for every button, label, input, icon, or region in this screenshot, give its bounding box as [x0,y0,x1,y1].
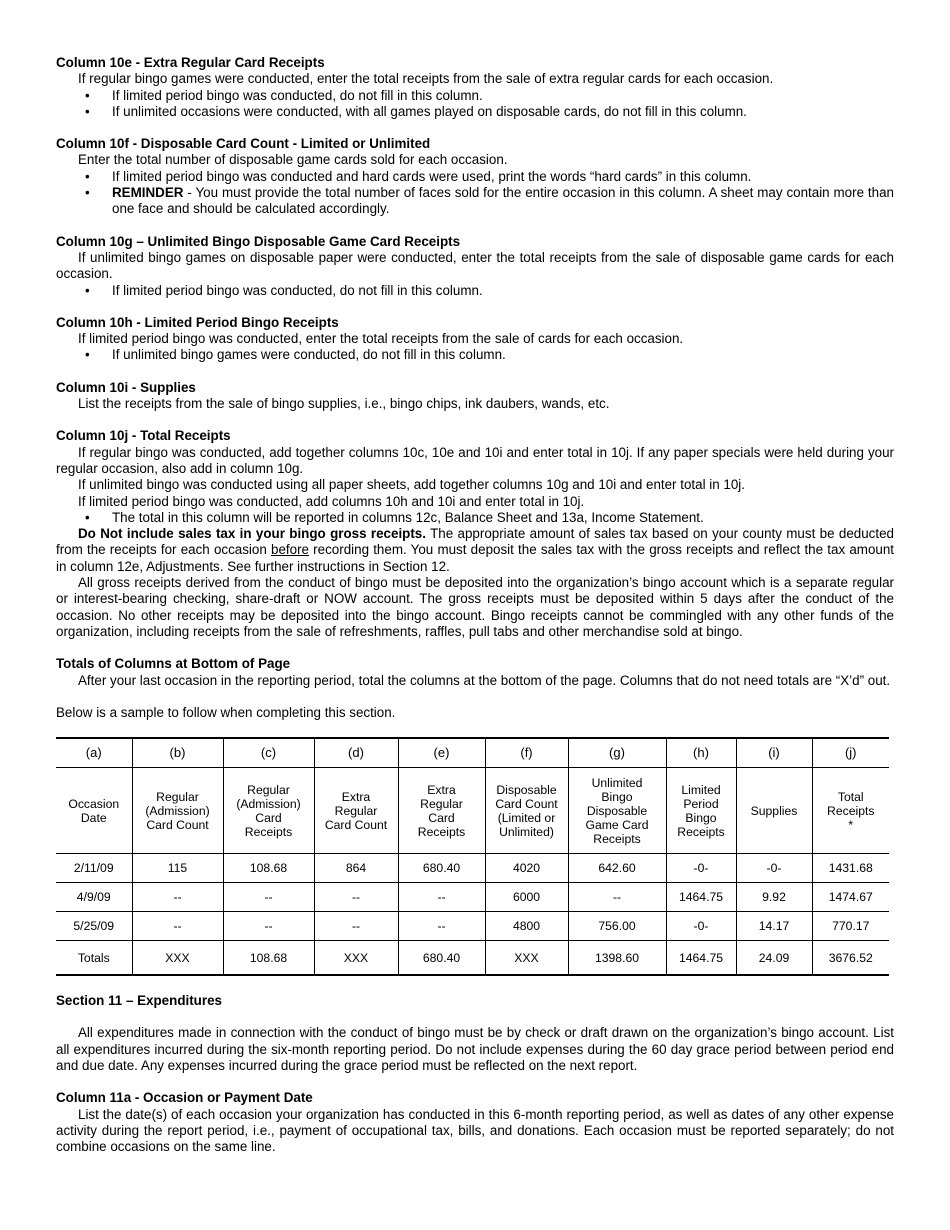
table-cell: 14.17 [736,912,812,941]
table-cell: 1431.68 [812,854,889,883]
header-line: Limited [681,782,721,797]
header-line: Extra [341,789,371,804]
column-letter: (g) [568,738,666,768]
header-line: Card Count [495,796,558,811]
table-totals-row [56,941,889,976]
list-10e [56,88,894,121]
list-item: • If limited period bingo was conducted, do not fill in this column. [56,283,894,299]
heading-10g: Column 10g – Unlimited Bingo Disposable Game Card Receipts [56,233,461,249]
header-line: Receipts [827,803,875,818]
table-cell: -0- [736,854,812,883]
section-column-10j [56,428,894,640]
table-cell: 680.40 [398,941,485,976]
header-line: Bingo [685,810,717,825]
column-letter: (b) [132,738,223,768]
column-letter: (e) [398,738,485,768]
column-letter: (d) [314,738,398,768]
column-letter: (j) [812,738,889,768]
text-sales-tax [56,526,894,575]
reminder-text: - You must provide the total number of faces sold for the entire occasion in this column. A sheet may contain more than one face and should be calculated accordingly. [112,185,894,217]
table-cell: -- [132,912,223,941]
column-letter: (h) [666,738,736,768]
table-cell: XXX [485,941,568,976]
section-column-10h [56,315,894,364]
list-item: • If unlimited bingo games were conducted, do not fill in this column. [56,347,894,363]
list-item: • The total in this column will be reported in columns 12c, Balance Sheet and 13a, Income Statement. [56,510,894,526]
table-cell: 115 [132,854,223,883]
list-10h [56,347,894,363]
column-header [736,768,812,854]
table-cell: 770.17 [812,912,889,941]
header-line: (Admission) [145,803,210,818]
table-cell: 4020 [485,854,568,883]
table-cell: -- [398,883,485,912]
header-line: (Limited or [497,810,556,825]
column-header [485,768,568,854]
section-column-10g [56,234,894,299]
table-cell: 108.68 [223,941,314,976]
header-line: Receipts [677,824,725,839]
header-line: Regular [156,789,199,804]
column-header [314,768,398,854]
header-line: Bingo [601,789,633,804]
table-cell: -- [398,912,485,941]
table-cell: 642.60 [568,854,666,883]
table-cell: 680.40 [398,854,485,883]
column-header [568,768,666,854]
column-header [56,768,132,854]
header-line: Card [428,810,455,825]
header-line: Regular [334,803,378,818]
section-column-10f [56,136,894,217]
header-line: (Admission) [236,796,301,811]
table-cell: -- [223,912,314,941]
header-line: Period [683,796,719,811]
header-line: Unlimited) [499,824,554,839]
table-cell: 6000 [485,883,568,912]
table-cell: 108.68 [223,854,314,883]
header-line: Regular [247,782,290,797]
heading-10h: Column 10h - Limited Period Bingo Receipts [56,314,339,330]
column-letter: (i) [736,738,812,768]
header-line: Unlimited [591,775,643,790]
list-10g [56,283,894,299]
column-header [666,768,736,854]
header-line: Regular [420,796,463,811]
table-cell: 756.00 [568,912,666,941]
table-cell: 1398.60 [568,941,666,976]
text-10h-intro: If limited period bingo was conducted, enter the total receipts from the sale of cards for each occasion. [78,331,684,347]
table-cell: XXX [132,941,223,976]
instructions-page [56,55,894,1171]
sample-intro: Below is a sample to follow when completing this section. [56,704,396,720]
heading-10e: Column 10e - Extra Regular Card Receipts [56,55,325,70]
table-cell: -- [132,883,223,912]
heading-10j: Column 10j - Total Receipts [56,428,231,444]
header-line: Game Card [585,817,649,832]
section-column-10e [56,55,894,120]
sales-tax-text-a: The appropriate amount of sales tax based on your county must be deducted from the receipts for each occasion [56,526,894,558]
table-cell: 864 [314,854,398,883]
table-cell: 4800 [485,912,568,941]
table-cell: 4/9/09 [56,883,132,912]
table-row [56,912,889,941]
text-10j-p1: If regular bingo was conducted, add together columns 10c, 10e and 10i and enter total in 10j. If any paper specials were held during your regular occasion, also add in column 10g. [56,444,894,476]
table-cell: -- [568,883,666,912]
header-line: Date [80,810,107,825]
header-line: Extra [427,782,456,797]
heading-section-11: Section 11 – Expenditures [56,993,222,1009]
header-line: Card [255,810,282,825]
header-line: Receipts [244,824,293,839]
heading-totals: Totals of Columns at Bottom of Page [56,656,291,672]
list-item: • If limited period bingo was conducted and hard cards were used, print the words “hard cards” in this column. [56,169,894,185]
text-10j-p3: If limited period bingo was conducted, add columns 10h and 10i and enter total in 10j. [78,493,585,509]
column-header [223,768,314,854]
table-cell: -0- [666,854,736,883]
table-cell: 1464.75 [666,883,736,912]
sales-tax-text-b: recording them. You must deposit the sales tax with the gross receipts and reflect the tax amount in column 12e, Adjustments. See further instructions in Section 12. [56,542,895,574]
table-cell: -0- [666,912,736,941]
header-line: Total [837,789,864,804]
sample-table [56,737,889,976]
header-line: Card Count [324,817,388,832]
sales-tax-warning: Do Not include sales tax in your bingo gross receipts. [78,526,426,542]
column-letter: (c) [223,738,314,768]
text-section-11: All expenditures made in connection with the conduct of bingo must be by check or draft drawn on the organization’s bingo account. List all expenditures incurred during the six-month reporting period. Do not include expenses during the 60 day grace period between period end and due date. Any expenses incurred during the grace period must be reflected on the next report. [56,1025,894,1073]
text-10g-intro: If unlimited bingo games on disposable paper were conducted, enter the total receipts from the sale of disposable game cards for each occasion. [56,249,894,282]
text-10j-p2: If unlimited bingo was conducted using all paper sheets, add together columns 10g and 10i and enter total in 10j. [78,477,745,493]
list-item: • If limited period bingo was conducted, do not fill in this column. [56,88,894,104]
header-line: Occasion [68,796,120,811]
text-11a: List the date(s) of each occasion your organization has conducted in this 6-month reporting period, as well as dates of any other expense activity during the report period, i.e., payment of occupational tax, bills, and donations. Each occasion must be reported separately; do not combine occasions on the same line. [56,1106,894,1155]
table-column-headers [56,768,889,854]
table-cell: 1474.67 [812,883,889,912]
table-cell: 2/11/09 [56,854,132,883]
table-cell: 9.92 [736,883,812,912]
reminder-label: REMINDER [112,185,184,201]
list-10f [56,169,894,218]
header-line: * [848,817,854,832]
table-cell: -- [314,912,398,941]
text-totals: After your last occasion in the reporting period, total the columns at the bottom of the page. Columns that do not need totals are “X’d” out. [78,672,891,688]
list-item: • If unlimited occasions were conducted, with all games played on disposable cards, do not fill in this column. [56,104,894,120]
table-cell: 3676.52 [812,941,889,976]
table-cell: XXX [314,941,398,976]
header-line: Receipts [593,831,641,846]
list-10j [56,510,894,526]
heading-11a: Column 11a - Occasion or Payment Date [56,1090,313,1106]
table-cell: -- [223,883,314,912]
section-11 [56,993,894,1074]
column-header [132,768,223,854]
header-line: Supplies [750,803,798,818]
column-header [398,768,485,854]
text-10i-intro: List the receipts from the sale of bingo supplies, i.e., bingo chips, ink daubers, wands, etc. [78,396,610,412]
table-row [56,854,889,883]
section-totals [56,656,894,689]
heading-10f: Column 10f - Disposable Card Count - Limited or Unlimited [56,136,431,152]
header-line: Disposable [586,803,648,818]
header-line: Card Count [146,817,209,832]
section-column-10i [56,380,894,413]
table-cell: 24.09 [736,941,812,976]
table-cell: 5/25/09 [56,912,132,941]
heading-10i: Column 10i - Supplies [56,379,196,395]
table-cell: -- [314,883,398,912]
text-deposit: All gross receipts derived from the conduct of bingo must be deposited into the organization’s bingo account which is a separate regular or interest-bearing checking, share-draft or NOW account. The gross receipts must be deposited within 5 days after the conduct of the occasion. No other receipts may be deposited into the bingo account. Bingo receipts cannot be commingled with any other funds of the organization, including receipts from the sale of refreshments, raffles, pull tabs and other merchandise sold at bingo. [56,575,894,639]
table-cell: Totals [56,941,132,976]
table-column-letters [56,738,889,768]
list-item-reminder [56,185,894,218]
header-line: Disposable [496,782,557,797]
section-column-11a [56,1090,894,1155]
table-row [56,883,889,912]
column-letter: (a) [56,738,132,768]
table-cell: 1464.75 [666,941,736,976]
column-header [812,768,889,854]
text-10f-intro: Enter the total number of disposable game cards sold for each occasion. [78,152,508,168]
header-line: Receipts [417,824,466,839]
column-letter: (f) [485,738,568,768]
sales-tax-underline: before [271,542,309,558]
text-10e-intro: If regular bingo games were conducted, enter the total receipts from the sale of extra regular cards for each occasion. [78,71,774,87]
